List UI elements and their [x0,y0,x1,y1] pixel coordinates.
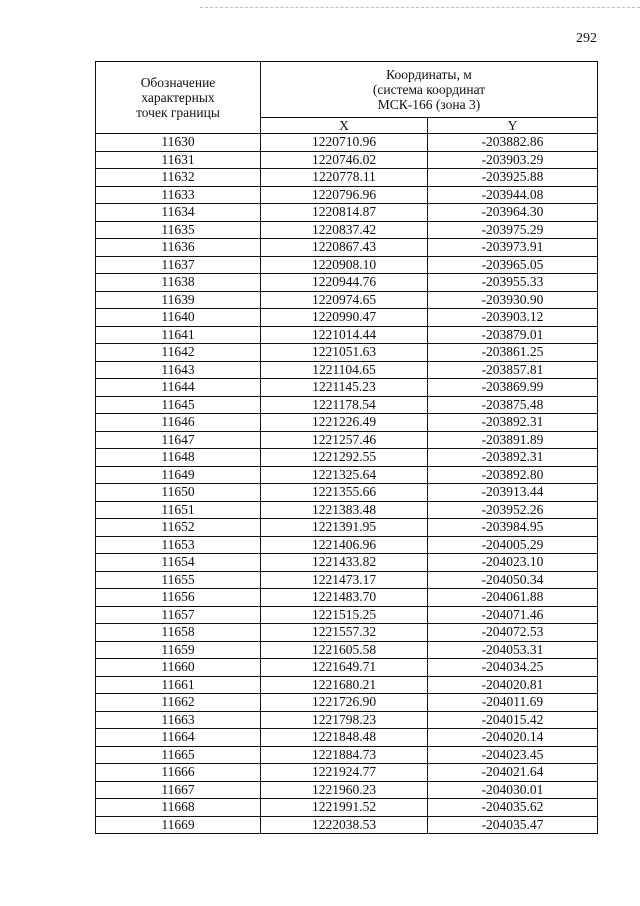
y-coordinate-cell: -203964.30 [428,204,598,222]
y-coordinate-cell: -203875.48 [428,396,598,414]
x-coordinate-cell: 1221848.48 [261,729,428,747]
table-row [96,746,598,764]
x-coordinate-cell: 1221991.52 [261,799,428,817]
x-coordinate-cell: 1222038.53 [261,816,428,834]
y-coordinate-cell: -203925.88 [428,169,598,187]
x-column-header: X [261,118,428,134]
x-coordinate-cell: 1220908.10 [261,256,428,274]
x-coordinate-cell: 1221383.48 [261,501,428,519]
y-coordinate-cell: -203861.25 [428,344,598,362]
y-coordinate-cell: -203973.91 [428,239,598,257]
point-id-cell: 11654 [96,554,261,572]
point-id-cell: 11655 [96,571,261,589]
y-coordinate-cell: -203892.80 [428,466,598,484]
coordinates-table-body [96,134,598,834]
y-coordinate-cell: -203892.31 [428,414,598,432]
point-id-cell: 11639 [96,291,261,309]
x-coordinate-cell: 1220837.42 [261,221,428,239]
x-coordinate-cell: 1220796.96 [261,186,428,204]
point-id-cell: 11666 [96,764,261,782]
x-coordinate-cell: 1221325.64 [261,466,428,484]
y-coordinate-cell: -203944.08 [428,186,598,204]
point-id-cell: 11667 [96,781,261,799]
point-id-cell: 11630 [96,134,261,152]
y-column-header: Y [428,118,598,134]
y-coordinate-cell: -203882.86 [428,134,598,152]
y-coordinate-cell: -203903.12 [428,309,598,327]
y-coordinate-cell: -204023.10 [428,554,598,572]
point-id-cell: 11636 [96,239,261,257]
x-coordinate-cell: 1220990.47 [261,309,428,327]
x-coordinate-cell: 1220944.76 [261,274,428,292]
point-id-cell: 11664 [96,729,261,747]
x-coordinate-cell: 1221292.55 [261,449,428,467]
x-coordinate-cell: 1221680.21 [261,676,428,694]
table-row [96,344,598,362]
y-coordinate-cell: -203984.95 [428,519,598,537]
table-row [96,274,598,292]
y-coordinate-cell: -203913.44 [428,484,598,502]
x-coordinate-cell: 1221433.82 [261,554,428,572]
y-coordinate-cell: -203903.29 [428,151,598,169]
y-coordinate-cell: -204030.01 [428,781,598,799]
point-id-cell: 11660 [96,659,261,677]
point-id-cell: 11632 [96,169,261,187]
x-coordinate-cell: 1220974.65 [261,291,428,309]
x-coordinate-cell: 1221605.58 [261,641,428,659]
x-coordinate-cell: 1220746.02 [261,151,428,169]
x-coordinate-cell: 1220867.43 [261,239,428,257]
table-row [96,484,598,502]
point-id-cell: 11642 [96,344,261,362]
table-row [96,659,598,677]
x-coordinate-cell: 1221257.46 [261,431,428,449]
y-coordinate-cell: -203930.90 [428,291,598,309]
point-id-cell: 11646 [96,414,261,432]
point-id-cell: 11657 [96,606,261,624]
table-row [96,431,598,449]
y-coordinate-cell: -204015.42 [428,711,598,729]
y-coordinate-cell: -204035.62 [428,799,598,817]
table-row [96,536,598,554]
point-id-cell: 11668 [96,799,261,817]
table-row [96,169,598,187]
point-id-cell: 11637 [96,256,261,274]
x-coordinate-cell: 1221473.17 [261,571,428,589]
table-row [96,449,598,467]
table-row [96,519,598,537]
x-coordinate-cell: 1220710.96 [261,134,428,152]
table-row [96,554,598,572]
table-row [96,571,598,589]
y-coordinate-cell: -203975.29 [428,221,598,239]
x-coordinate-cell: 1221515.25 [261,606,428,624]
point-id-cell: 11652 [96,519,261,537]
x-coordinate-cell: 1221145.23 [261,379,428,397]
coords-header-line: Координаты, м [386,67,472,82]
point-id-cell: 11640 [96,309,261,327]
y-coordinate-cell: -204034.25 [428,659,598,677]
x-coordinate-cell: 1221557.32 [261,624,428,642]
table-row [96,694,598,712]
point-id-cell: 11665 [96,746,261,764]
point-id-cell: 11634 [96,204,261,222]
table-row [96,676,598,694]
point-id-cell: 11638 [96,274,261,292]
table-row [96,256,598,274]
table-row [96,291,598,309]
x-coordinate-cell: 1221014.44 [261,326,428,344]
coordinates-table [95,61,598,834]
point-id-cell: 11669 [96,816,261,834]
y-coordinate-cell: -204072.53 [428,624,598,642]
point-header-line: характерных [141,90,215,105]
point-designation-header [96,62,261,134]
point-id-cell: 11644 [96,379,261,397]
table-row [96,379,598,397]
x-coordinate-cell: 1221649.71 [261,659,428,677]
y-coordinate-cell: -204050.34 [428,571,598,589]
y-coordinate-cell: -204023.45 [428,746,598,764]
page-number: 292 [576,31,597,46]
point-id-cell: 11650 [96,484,261,502]
point-id-cell: 11641 [96,326,261,344]
table-row [96,414,598,432]
y-coordinate-cell: -203955.33 [428,274,598,292]
table-row [96,501,598,519]
x-coordinate-cell: 1221051.63 [261,344,428,362]
table-row [96,361,598,379]
y-coordinate-cell: -204020.81 [428,676,598,694]
table-row [96,781,598,799]
x-coordinate-cell: 1221226.49 [261,414,428,432]
point-id-cell: 11649 [96,466,261,484]
y-coordinate-cell: -203857.81 [428,361,598,379]
x-coordinate-cell: 1221391.95 [261,519,428,537]
table-row [96,134,598,152]
x-coordinate-cell: 1221924.77 [261,764,428,782]
table-row [96,309,598,327]
point-id-cell: 11648 [96,449,261,467]
table-row [96,239,598,257]
table-row [96,729,598,747]
table-row [96,466,598,484]
x-coordinate-cell: 1221798.23 [261,711,428,729]
top-scan-rule [200,7,640,8]
table-row [96,606,598,624]
y-coordinate-cell: -203869.99 [428,379,598,397]
point-id-cell: 11647 [96,431,261,449]
table-row [96,764,598,782]
point-id-cell: 11631 [96,151,261,169]
y-coordinate-cell: -204021.64 [428,764,598,782]
y-coordinate-cell: -204020.14 [428,729,598,747]
y-coordinate-cell: -203892.31 [428,449,598,467]
coords-header-line: (система координат [372,82,486,97]
y-coordinate-cell: -203891.89 [428,431,598,449]
table-row [96,221,598,239]
table-row [96,624,598,642]
table-row [96,641,598,659]
x-coordinate-cell: 1221355.66 [261,484,428,502]
x-coordinate-cell: 1220814.87 [261,204,428,222]
x-coordinate-cell: 1221178.54 [261,396,428,414]
coords-header-line: МСК-166 (зона 3) [377,97,481,112]
point-id-cell: 11662 [96,694,261,712]
y-coordinate-cell: -204071.46 [428,606,598,624]
table-row [96,151,598,169]
table-row [96,396,598,414]
y-coordinate-cell: -203879.01 [428,326,598,344]
y-coordinate-cell: -203952.26 [428,501,598,519]
y-coordinate-cell: -204035.47 [428,816,598,834]
x-coordinate-cell: 1221884.73 [261,746,428,764]
point-id-cell: 11656 [96,589,261,607]
table-row [96,589,598,607]
y-coordinate-cell: -203965.05 [428,256,598,274]
point-id-cell: 11635 [96,221,261,239]
point-id-cell: 11645 [96,396,261,414]
x-coordinate-cell: 1221104.65 [261,361,428,379]
point-id-cell: 11653 [96,536,261,554]
point-id-cell: 11658 [96,624,261,642]
table-row [96,711,598,729]
x-coordinate-cell: 1221406.96 [261,536,428,554]
y-coordinate-cell: -204053.31 [428,641,598,659]
x-coordinate-cell: 1221483.70 [261,589,428,607]
y-coordinate-cell: -204011.69 [428,694,598,712]
point-header-line: Обозначение [140,75,216,90]
y-coordinate-cell: -204005.29 [428,536,598,554]
x-coordinate-cell: 1220778.11 [261,169,428,187]
point-header-line: точек границы [136,105,220,120]
table-row [96,204,598,222]
table-row [96,186,598,204]
table-row [96,799,598,817]
point-id-cell: 11651 [96,501,261,519]
point-id-cell: 11633 [96,186,261,204]
table-row [96,326,598,344]
y-coordinate-cell: -204061.88 [428,589,598,607]
point-id-cell: 11643 [96,361,261,379]
point-id-cell: 11661 [96,676,261,694]
point-id-cell: 11663 [96,711,261,729]
coordinates-header [261,62,598,118]
x-coordinate-cell: 1221960.23 [261,781,428,799]
table-row [96,816,598,834]
point-id-cell: 11659 [96,641,261,659]
x-coordinate-cell: 1221726.90 [261,694,428,712]
